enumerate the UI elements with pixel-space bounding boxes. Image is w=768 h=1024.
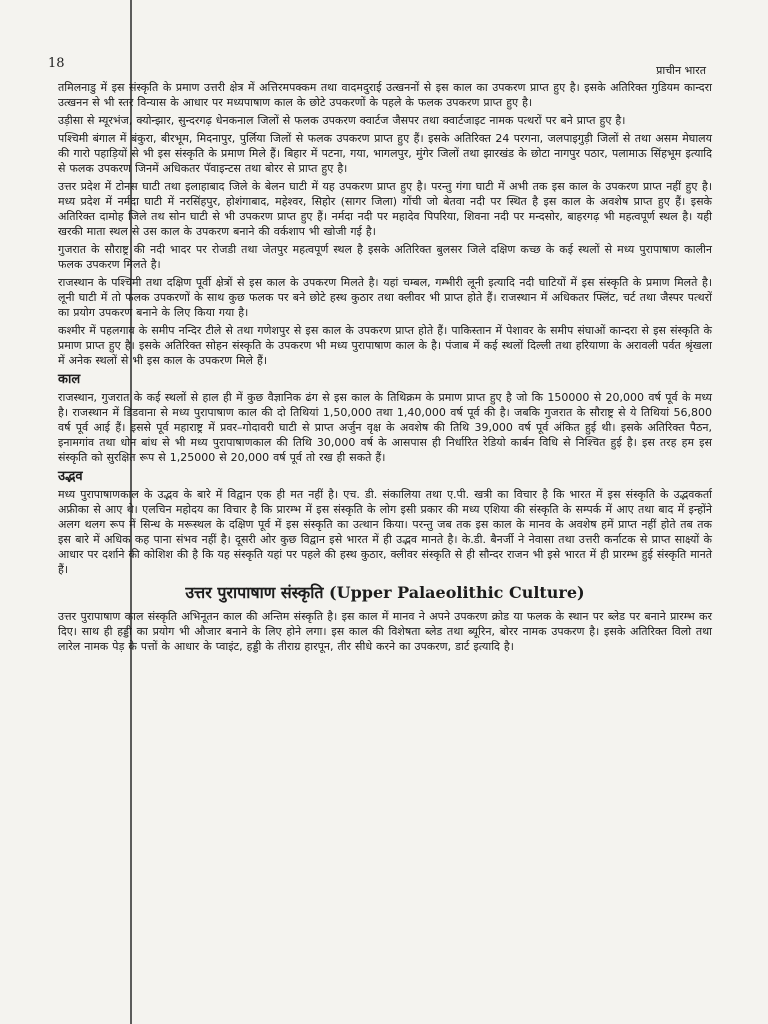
paragraph-gujarat: गुजरात के सौराष्ट्र की नदी भादर पर रोजडी तथा जेतपुर महत्वपूर्ण स्थल है इसके अतिरिक्त बुलसर जिले दक्षिण कच्छ के कई स्थलों से मध्य पुरापाषाण कालीन फलक उपकरण मिलते है। xyxy=(58,243,712,271)
section-title-english: (Upper Palaeolithic Culture) xyxy=(329,583,585,602)
paragraph-west-bengal: पश्चिमी बंगाल में बंकुरा, बीरभूम, मिदनापुर, पुर्लिया जिलों से फलक उपकरण प्राप्त हुए हैं। इसके अतिरिक्त 24 परगना, जलपाइगुड़ी जिलों से तथा असम मेघालय की गारो पहाड़ियों से भी इस संस्कृति के प्रमाण मिले हैं। बिहार में पटना, गया, भागलपुर, मुंगेर जिलों तथा झारखंड के छोटा नागपुर पठार, पलामाऊ सिंहभूम इत्यादि से फलक उपकरण जिनमें अधिकतर पॅवाइन्टस तथा बोरर से प्राप्त हुए है। xyxy=(58,132,712,175)
heading-kaal: काल xyxy=(58,372,81,387)
page-body xyxy=(58,80,712,657)
paragraph-odisha: उड़ीसा से म्यूरभंज, क्योन्झार, सुन्दरगढ़ धेनकनाल जिलों से फलक उपकरण क्वार्टज जैसपर तथा क्वार्टजाइट नामक पत्थरों पर बने प्राप्त हुए है। xyxy=(58,114,626,127)
paragraph-rajasthan: राजस्थान के पश्चिमी तथा दक्षिण पूर्वी क्षेत्रों से इस काल के उपकरण मिलते है। यहां चम्बल, गम्भीरी लूनी इत्यादि नदी घाटियों में इस संस्कृति के प्रमाण मिलते है। लूनी घाटी में तो फलक उपकरणों के साथ कुछ फलक पर बने छोटे हस्थ कुठार तथा क्लीवर भी प्राप्त होते हैं। राजस्थान में अधिकतर फ्लिंट, चर्ट तथा जैस्पर पत्थरों का प्रयोग उपकरण बनाने के लिए किया गया है। xyxy=(58,276,712,319)
paragraph-tamilnadu: तमिलनाडु में इस संस्कृति के प्रमाण उत्तरी क्षेत्र में अत्तिरमपक्कम तथा वादमदुराई उत्खननों से इस काल का उपकरण प्राप्त हुए है। इसके अतिरिक्त गुडियम कान्दरा उत्खनन से भी स्तर विन्यास के आधार पर मध्यपाषाण काल के छोटे उपकरणों के पहले के फलक उपकरण प्राप्त हुए है। xyxy=(58,81,712,109)
paragraph-uttar-pradesh: उत्तर प्रदेश में टोनस घाटी तथा इलाहाबाद जिले के बेलन घाटी में यह उपकरण प्राप्त हुए है। परन्तु गंगा घाटी में अभी तक इस काल के उपकरण प्राप्त नहीं हुए है। मध्य प्रदेश में नर्मदा घाटी में नरसिंहपुर, होशंगाबाद, महेश्वर, सिहोर (सागर जिला) गोंची जो बेतवा नदी पर स्थित है इस काल के अवशेष प्राप्त हुए हैं। इसके अतिरिक्त दामोह जिले तथ सोन घाटी से भी उपकरण प्राप्त हुए हैं। नर्मदा नदी पर महादेव पिपरिया, शिवना नदी पर मन्दसोर, बाहरगढ़ भी महत्वपूर्ण स्थल है। यही खरकी माता स्थल से उस काल के उपकरण बनाने की वर्कशाप भी खोजी गई है। xyxy=(58,180,712,238)
running-head: प्राचीन भारत xyxy=(656,64,706,77)
section-title-hindi: उत्तर पुरापाषाण संस्कृति xyxy=(185,583,324,602)
paragraph-udbhav: मध्य पुरापाषाणकाल के उद्भव के बारे में विद्वान एक ही मत नहीं है। एच. डी. संकालिया तथा ए.पी. खत्री का विचार है कि भारत में इस संस्कृति के उद्भवकर्ता अफ्रीका से आए थे। एलचिन महोदय का विचार है कि प्रारम्भ में इस संस्कृति के लोग इसी प्रकार की मध्य एशिया की संस्कृति के सम्पर्क में आए तथा बाद में इन्होंने अलग थलग रूप में सिन्ध के मरूस्थल के दक्षिण पूर्व में इस संस्कृति का उत्थान किया। परन्तु जब तक इस काल के मानव के अवशेष हमें प्राप्त नहीं होते तब तक इस बारे में अधिक कह पाना संभव नहीं है। दूसरी ओर कुछ विद्वान इसे भारत में ही उद्भव मानते है। के.डी. बैनर्जी ने नेवासा तथा उत्तरी कर्नाटक से प्राप्त साक्ष्यों के आधार पर दर्शाने की कोशिश की है कि यह संस्कृति यहां पर पहले की हस्थ कुठार, क्लीवर संस्कृति से ही सौन्दर राजन भी इसे भारत में ही प्रारम्भ हुई संस्कृति मानते हैं। xyxy=(58,488,712,576)
paragraph-kaal: राजस्थान, गुजरात के कई स्थलों से हाल ही में कुछ वैज्ञानिक ढंग से इस काल के तिथिक्रम के प्रमाण प्राप्त हुए है जो कि 150000 से 20,000 वर्ष पूर्व के मध्य है। राजस्थान में डिडवाना से मध्य पुरापाषाण काल की दो तिथियां 1,50,000 तथा 1,40,000 वर्ष पूर्व की है। जबकि गुजरात के सौराष्ट्र से ये तिथियां 56,800 वर्ष पूर्व आई हैं। इससे पूर्व महाराष्ट्र में प्रवर–गोदावरी घाटी से प्राप्त अर्जुन वृक्ष के अवशेष की तिथि 39,000 वर्ष पूर्व अंकित हुई थी। इसके अतिरिक्त पैठन, इनामगांव तथा धोन बांध से भी मध्य पुरापाषाणकाल की तिथि 30,000 वर्ष के आसपास ही निर्धारित रेडियो कार्बन विधि से निश्चित हुई है। इस तरह हम इस संस्कृति को सुरक्षित रूप से 1,25000 से 20,000 वर्ष पूर्व तो रख ही सकते हैं। xyxy=(58,391,712,464)
paragraph-kashmir: कश्मीर में पहलगाव के समीप नन्दिर टीले से तथा गणेशपुर से इस काल के उपकरण प्राप्त होते हैं। पाकिस्तान में पेशावर के समीप संघाओं कान्दरा से इस संस्कृति के प्रमाण प्राप्त हुए है। इसके अतिरिक्त सोहन संस्कृति के उपकरण भी मध्य पुरापाषाण काल के है। पंजाब में कई स्थलों दिल्ली तथा हरियाणा के अरावली पर्वत श्रृंखला में अनेक स्थलों से भी इस काल के उपकरण मिले हैं। xyxy=(58,324,712,367)
section-title xyxy=(58,583,712,603)
paragraph-upper-palaeolithic: उत्तर पुरापाषाण काल संस्कृति अभिनूतन काल की अन्तिम संस्कृति है। इस काल में मानव ने अपने उपकरण क्रोड या फलक के स्थान पर ब्लेड पर बनाने प्रारम्भ कर दिए। साथ ही हड्डी का प्रयोग भी औजार बनाने के लिए होने लगा। इस काल की विशेषता ब्लेड तथा ब्यूरिन, बोरर नामक उपकरण है। इसके अतिरिक्त विलो तथा लारेल नामक पेड़ के पत्तों के आधार के प्वाइंट, हड्डी के तीराग्र हारपून, तीर सीधे करने का उपकरण, डार्ट इत्यादि है। xyxy=(58,610,712,653)
heading-udbhav: उद्भव xyxy=(58,469,83,484)
page-number: 18 xyxy=(48,56,65,71)
